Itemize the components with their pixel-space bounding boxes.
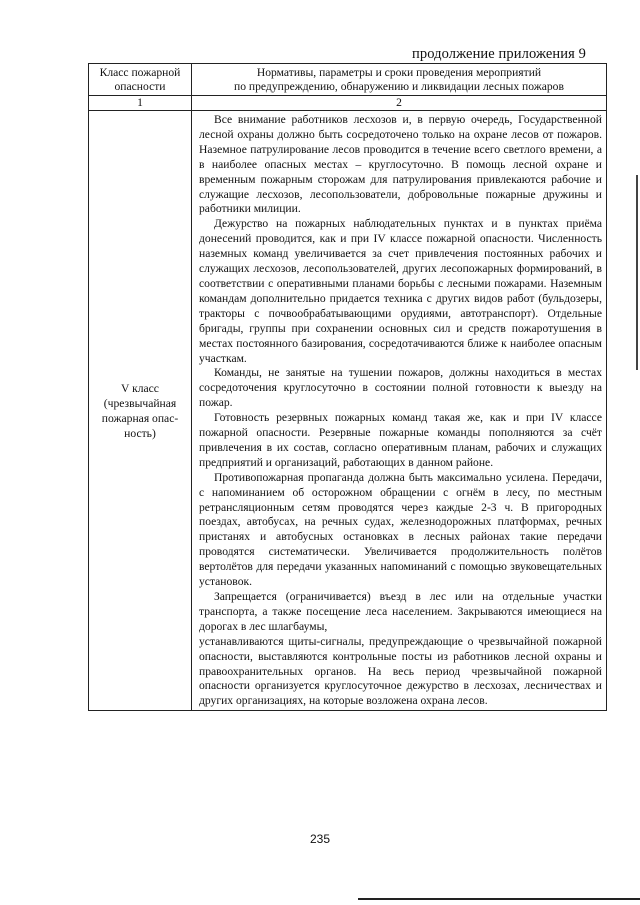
- paragraph: устанавливаются щиты-сигналы, предупреждающие о чрезвычайной пожарной опасности, выставляются контрольные посты из работников лесной охраны и правоохранительных органов. На весь период чрезвычайной пожарной опасности организуется круглосуточное дежурство в лесхозах, лесничествах и других организациях, на которые возложена охрана лесов.: [199, 634, 602, 708]
- bottom-rule: [358, 898, 640, 900]
- paragraph: Команды, не занятые на тушении пожаров, должны находиться в местах сосредоточения круглосуточно в состоянии полной готовности к выезду на пожар.: [199, 366, 602, 410]
- appendix-continuation-caption: продолжение приложения 9: [412, 46, 586, 62]
- page-number: 235: [309, 832, 331, 846]
- table-header-row: [89, 64, 607, 96]
- paragraph: Противопожарная пропаганда должна быть максимально усилена. Передачи, с напоминанием об осторожном обращении с огнём в лесу, по местным ретрансляционным сетям проводятся через каждые 2-3 ч. В пригородных поездах, автобусах, на речных судах, железнодорожных платформах, речных пристанях и автобусных остановках в лесных районах такие передачи проводятся систематически. Увеличивается продолжительность полётов вертолётов для передачи указанных напоминаний с помощью звуковещательных установок.: [199, 470, 602, 589]
- fire-danger-measures-table: [88, 63, 607, 711]
- page-edge-mark: [636, 175, 638, 370]
- paragraph: Готовность резервных пожарных команд такая же, как и при IV классе пожарной опасности. Резервные пожарные команды пополняются за счёт привлечения в их состав, согласно оперативным планам, рабочих и служащих предприятий и организаций, работающих в данном районе.: [199, 411, 602, 469]
- header-norms-parameters: Нормативы, параметры и сроки проведения мероприятий по предупреждению, обнаружению и ликвидации лесных пожаров: [192, 64, 607, 96]
- table-row: [89, 111, 607, 711]
- paragraph: Запрещается (ограничивается) въезд в лес или на отдельные участки транспорта, а также посещение леса населением. Закрываются имеющиеся на дорогах в лес шлагбаумы,: [199, 590, 602, 633]
- fire-danger-class-cell: V класс (чрезвычайная пожарная опас- ность): [89, 111, 192, 711]
- column-number-2: 2: [192, 96, 607, 111]
- paragraph: Все внимание работников лесхозов и, в первую очередь, Государственной лесной охраны должно быть сосредоточено только на охране лесов от пожаров. Наземное патрулирование лесов проводится в течение всего светлого времени, а в наиболее опасных местах – круглосуточно. В помощь лесной охране и временным пожарным сторожам для патрулирования привлекаются рабочие и служащие лесхозов, лесопользователи, добровольные пожарные дружины и работники милиции.: [199, 113, 602, 216]
- paragraph: Дежурство на пожарных наблюдательных пунктах и в пунктах приёма донесений проводится, как и при IV классе пожарной опасности. Численность наземных команд увеличивается за счет привлечения постоянных рабочих и служащих лесхозов, лесопользователей, других лесопожарных формирований, в соответствии с оперативными планами борьбы с лесными пожарами. Наземным командам дополнительно придается техника с других видов работ (бульдозеры, тракторы с почвообрабатывающими орудиями, автотранспорт). Отдельные бригады, группы при сохранении основных сил и средств пожаротушения в местах постоянного базирования, сосредотачиваются ближе к наиболее опасным участкам.: [199, 217, 602, 365]
- column-number-row: [89, 96, 607, 111]
- header-fire-danger-class: Класс пожарной опасности: [89, 64, 192, 96]
- measures-content-cell: [192, 111, 607, 711]
- column-number-1: 1: [89, 96, 192, 111]
